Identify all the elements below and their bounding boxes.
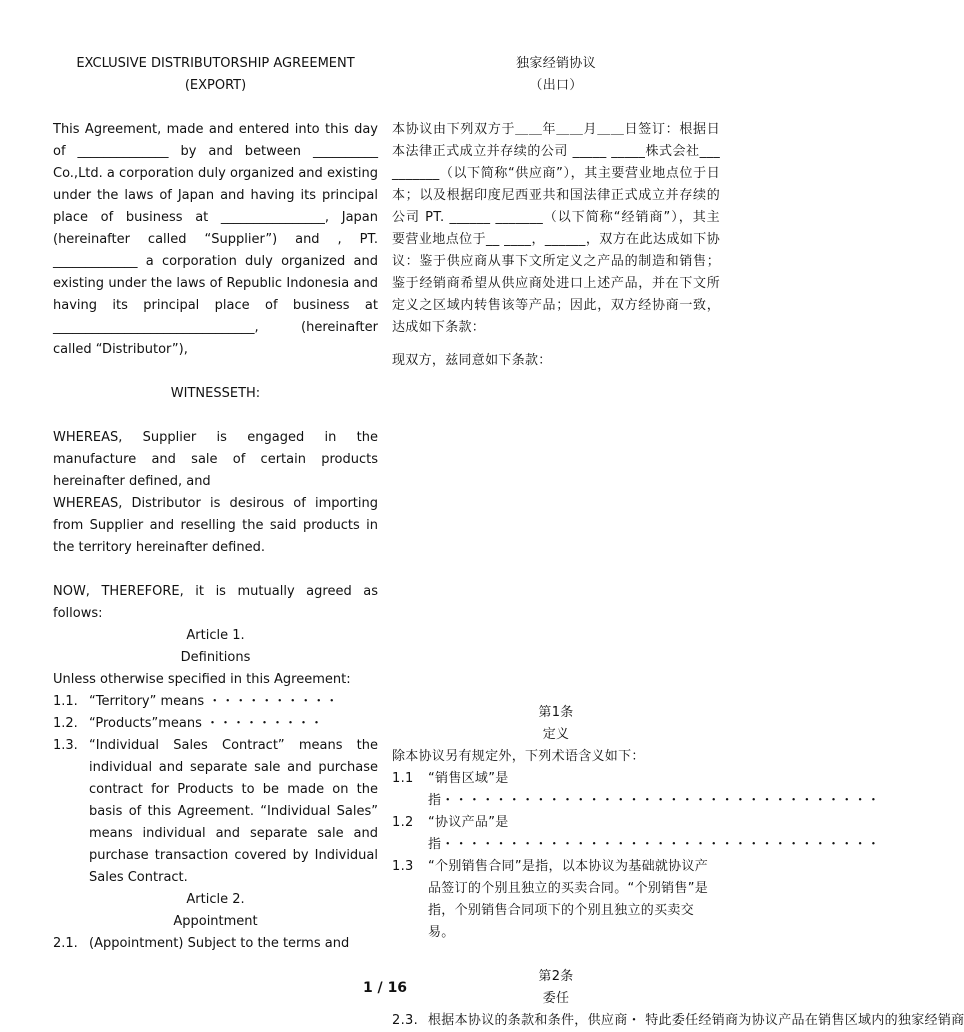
definition-number-zh: 1.1 bbox=[392, 771, 414, 786]
now-therefore-clause: NOW, THEREFORE, it is mutually agreed as follows: bbox=[53, 584, 378, 621]
definition-number: 1.1. bbox=[53, 694, 78, 709]
article-2-title: Appointment bbox=[173, 914, 258, 929]
page-separator: / bbox=[372, 980, 388, 996]
article-1-heading-zh: 第1条 bbox=[538, 705, 574, 720]
clause-number-zh: 2.3. bbox=[392, 1013, 419, 1028]
agreement-subtitle-zh: （出口） bbox=[529, 78, 583, 93]
definition-item-zh bbox=[392, 768, 881, 812]
definition-number: 1.2. bbox=[53, 716, 78, 731]
current-page: 1 bbox=[362, 980, 373, 996]
definition-text-zh: “协议产品”是指・・・・・・・・・・・・・・・・・・・・・・・・・・・・・・・・・ bbox=[428, 815, 881, 852]
article-1-heading: Article 1. bbox=[186, 628, 245, 643]
whereas-clause-1: WHEREAS, Supplier is engaged in the manufacture and sale of certain products hereinafter defined, and bbox=[53, 430, 378, 489]
definition-item bbox=[53, 691, 378, 713]
definition-item bbox=[53, 713, 378, 735]
definition-text-zh: “销售区域”是指・・・・・・・・・・・・・・・・・・・・・・・・・・・・・・・・・ bbox=[428, 771, 881, 808]
definition-text: “Territory” means ・・・・・・・・・・ bbox=[89, 694, 339, 709]
definition-text-zh: “个别销售合同”是指，以本协议为基础就协议产品签订的个别且独立的买卖合同。“个别销售”是指，个别销售合同项下的个别且独立的买卖交易。 bbox=[428, 859, 709, 940]
definition-text: “Individual Sales Contract” means the individual and separate sale and purchase contract for Products to be made on the basis of this Agreement. “Individual Sales” means individual and separate sale and purchase transaction covered by Individual Sales Contract. bbox=[89, 738, 378, 885]
agreement-clause-zh: 现双方，兹同意如下条款： bbox=[392, 353, 552, 368]
intro-paragraph-zh: 本协议由下列双方于＿＿年＿＿月＿＿日签订：根据日本法律正式成立并存续的公司 _____ _____株式会社__________（以下简称“供应商”），其主要营业地点位于日本；以及根据印度尼西亚共和国法律正式成立并存续的公司 PT. ______ _______（以下简称“经销商”），其主要营业地点位于__ ____，______，双方在此达成如下协议：鉴于供应商从事下文所定义之产品的制造和销售；鉴于经销商希望从供应商处进口上述产品，并在下文所定义之区域内转售该等产品；因此，双方经协商一致，达成如下条款： bbox=[392, 122, 720, 335]
definitions-intro-zh: 除本协议另有规定外，下列术语含义如下： bbox=[392, 749, 645, 764]
definition-item-zh bbox=[392, 812, 881, 856]
article-2-heading-zh: 第2条 bbox=[538, 969, 574, 984]
article-1-title-zh: 定义 bbox=[542, 727, 570, 742]
whereas-clause-2: WHEREAS, Distributor is desirous of importing from Supplier and reselling the said products in the territory hereinafter defined. bbox=[53, 496, 378, 555]
agreement-title-zh: 独家经销协议 bbox=[516, 56, 596, 71]
definition-text: “Products”means ・・・・・・・・・ bbox=[89, 716, 323, 731]
definition-item-zh bbox=[392, 856, 720, 944]
definition-number: 1.3. bbox=[53, 738, 78, 753]
definition-number-zh: 1.3 bbox=[392, 859, 414, 874]
article-2-title-zh: 委任 bbox=[542, 991, 570, 1006]
article-2-heading: Article 2. bbox=[186, 892, 245, 907]
agreement-title: EXCLUSIVE DISTRIBUTORSHIP AGREEMENT bbox=[76, 56, 355, 71]
clause-text-zh: 根据本协议的条款和条件，供应商・ 特此委任经销商为协议产品在销售区域内的独家经销商 bbox=[428, 1013, 964, 1028]
total-pages: 16 bbox=[387, 980, 408, 996]
agreement-subtitle: (EXPORT) bbox=[184, 78, 247, 93]
english-column bbox=[53, 53, 378, 955]
clause-item bbox=[53, 933, 378, 955]
definitions-intro: Unless otherwise specified in this Agreement: bbox=[53, 672, 351, 687]
page-number bbox=[0, 980, 770, 996]
witnesseth-heading: WITNESSETH: bbox=[170, 386, 261, 401]
definition-item bbox=[53, 735, 378, 889]
clause-number: 2.1. bbox=[53, 936, 78, 951]
clause-text: (Appointment) Subject to the terms and bbox=[89, 936, 350, 951]
chinese-column bbox=[392, 53, 964, 1032]
article-1-title: Definitions bbox=[180, 650, 251, 665]
intro-paragraph: This Agreement, made and entered into this day of ______________ by and between __________ Co.,Ltd. a corporation duly organized and existing under the laws of Japan and having its principal place of business at ________________, Japan (hereinafter called “Supplier”) and , PT. _____________ a corporation duly organized and existing under the laws of Republic Indonesia and having its principal place of business at _______________________________, (hereinafter called “Distributor”), bbox=[53, 122, 378, 357]
definition-number-zh: 1.2 bbox=[392, 815, 414, 830]
clause-item-zh bbox=[392, 1010, 964, 1032]
